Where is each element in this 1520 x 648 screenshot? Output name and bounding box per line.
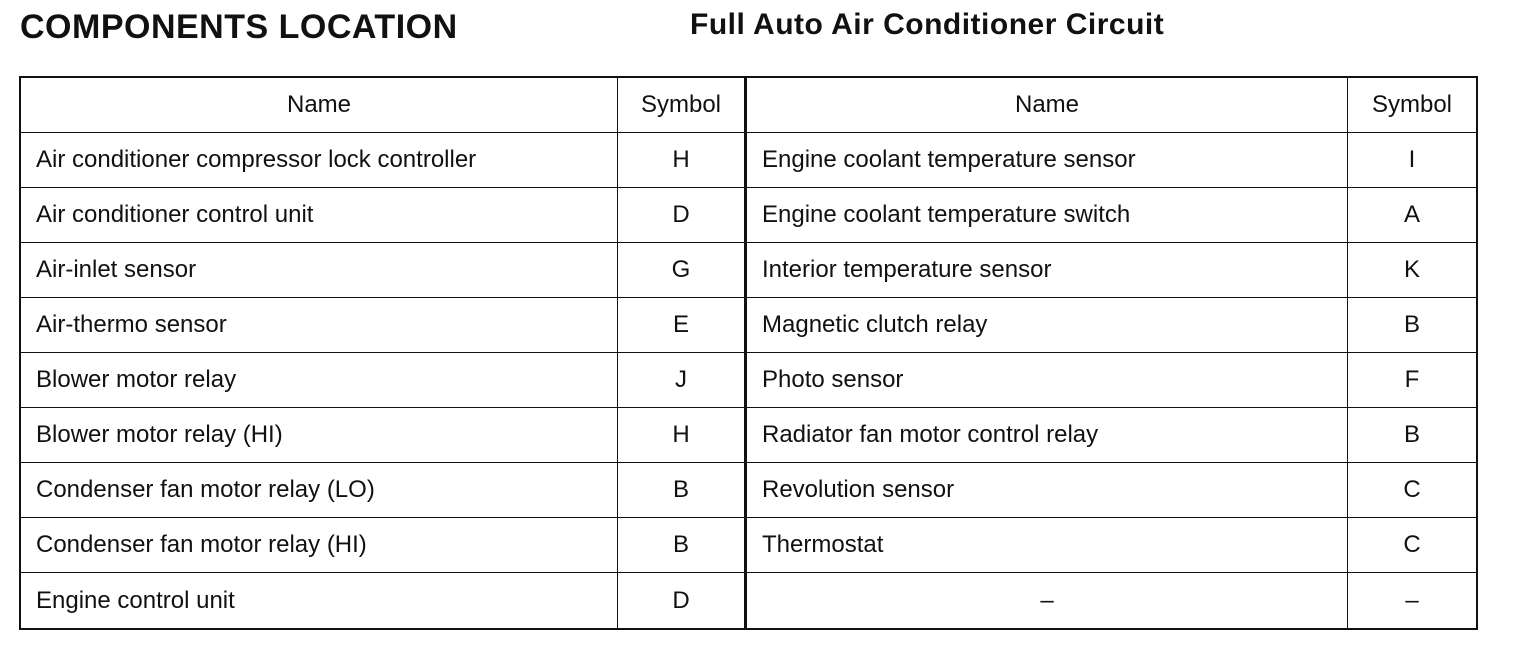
- table-cell-symbol-left: H: [618, 408, 747, 463]
- table-cell-symbol-right: C: [1348, 463, 1476, 518]
- table-cell-name-right: –: [747, 573, 1348, 628]
- table-cell-name-left: Air-thermo sensor: [21, 298, 618, 353]
- table-cell-name-left: Air conditioner compressor lock controller: [21, 133, 618, 188]
- table-cell-symbol-left: D: [618, 573, 747, 628]
- table-cell-symbol-right: F: [1348, 353, 1476, 408]
- table-cell-name-left: Condenser fan motor relay (LO): [21, 463, 618, 518]
- table-cell-symbol-left: J: [618, 353, 747, 408]
- table-cell-name-right: Radiator fan motor control relay: [747, 408, 1348, 463]
- components-grid: [21, 78, 1476, 628]
- components-table: [19, 76, 1478, 630]
- header-symbol-right: Symbol: [1348, 78, 1476, 133]
- section-title: Full Auto Air Conditioner Circuit: [690, 8, 1165, 41]
- table-cell-symbol-right: B: [1348, 408, 1476, 463]
- table-cell-name-right: Engine coolant temperature sensor: [747, 133, 1348, 188]
- table-cell-name-left: Condenser fan motor relay (HI): [21, 518, 618, 573]
- header-symbol-left: Symbol: [618, 78, 747, 133]
- table-cell-name-left: Air-inlet sensor: [21, 243, 618, 298]
- table-cell-symbol-left: B: [618, 518, 747, 573]
- table-cell-name-right: Magnetic clutch relay: [747, 298, 1348, 353]
- table-cell-name-right: Engine coolant temperature switch: [747, 188, 1348, 243]
- table-cell-symbol-right: I: [1348, 133, 1476, 188]
- table-cell-symbol-right: C: [1348, 518, 1476, 573]
- table-cell-name-left: Blower motor relay: [21, 353, 618, 408]
- table-cell-name-left: Engine control unit: [21, 573, 618, 628]
- table-cell-name-right: Revolution sensor: [747, 463, 1348, 518]
- table-cell-symbol-right: K: [1348, 243, 1476, 298]
- table-cell-symbol-left: D: [618, 188, 747, 243]
- table-cell-name-left: Blower motor relay (HI): [21, 408, 618, 463]
- header-name-left: Name: [21, 78, 618, 133]
- table-cell-symbol-right: A: [1348, 188, 1476, 243]
- table-cell-symbol-left: H: [618, 133, 747, 188]
- table-cell-symbol-left: E: [618, 298, 747, 353]
- table-cell-name-right: Thermostat: [747, 518, 1348, 573]
- table-cell-symbol-left: G: [618, 243, 747, 298]
- table-cell-name-right: Photo sensor: [747, 353, 1348, 408]
- table-cell-name-left: Air conditioner control unit: [21, 188, 618, 243]
- table-cell-symbol-right: –: [1405, 586, 1419, 614]
- page-title: COMPONENTS LOCATION: [20, 8, 458, 46]
- header-name-right: Name: [747, 78, 1348, 133]
- table-cell-symbol-left: B: [618, 463, 747, 518]
- table-cell-symbol-right: B: [1348, 298, 1476, 353]
- table-cell-name-right: Interior temperature sensor: [747, 243, 1348, 298]
